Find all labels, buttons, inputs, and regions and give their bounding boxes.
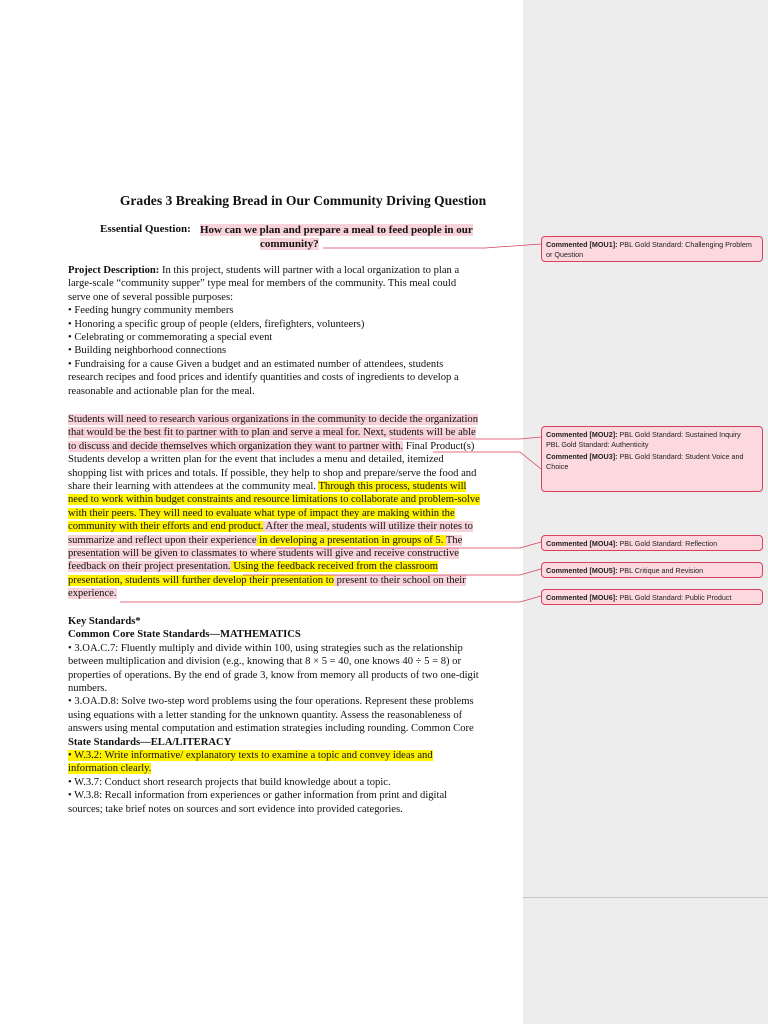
highlighted-text: Using the feedback received from the classroom [230,561,439,573]
project-description [68,264,459,398]
critique-text[interactable]: feedback on their project presentation. [68,561,231,573]
standard-line: • 3.OA.D.8: Solve two-step word problems using the four operations. Represent these problems [68,696,474,708]
comment-margin-pane [523,0,768,1024]
project-description-label: Project Description: [68,265,160,276]
comment-id: Commented [MOU2]: [546,430,618,439]
purpose-bullet: • Building neighborhood connections [68,345,227,357]
ela-standards-heading: State Standards—ELA/LITERACY [68,736,232,748]
reflection-text[interactable]: summarize and reflect upon their experience [68,534,257,546]
project-line: research recipes and food prices and identify quantities and costs of ingredients to develop a [68,372,459,384]
standard-line: properties of operations. By the end of grade 3, know from memory all products of two one-digit [68,669,479,681]
comment-mou6[interactable] [541,589,763,605]
comment-text: PBL Gold Standard: Sustained Inquiry [617,430,741,439]
essential-question-line-1: How can we plan and prepare a meal to feed people in our [200,224,473,236]
voice-choice-text[interactable]: Next, students will be able [360,427,476,439]
paragraph-line: Students develop a written plan for the event that includes a menu and detailed, itemized [68,454,444,466]
sustained-inquiry-text[interactable]: that would be the best fit to partner with to plan and serve a meal for. [68,427,361,439]
standard-line: using equations with a letter standing for the unknown quantity. Assess the reasonableness of [68,709,463,721]
final-products-text: Final Product(s) [403,440,475,452]
comment-id: Commented [MOU5]: [546,566,618,575]
essential-question-label: Essential Question: [100,223,191,235]
purpose-bullet: • Honoring a specific group of people (elders, firefighters, volunteers) [68,318,365,330]
highlighted-standard: • W.3.2: Write informative/ explanatory texts to examine a topic and convey ideas and [68,750,433,762]
purpose-bullet: • Celebrating or commemorating a special event [68,332,273,344]
key-standards-heading: Key Standards* [68,616,141,627]
highlighted-text: with their peers. They will need to evaluate what type of impact they are making within the [68,507,455,519]
standard-line: answers using mental computation and estimation strategies including rounding. Common Core [68,723,474,735]
highlighted-text: Through this process, students will [318,481,467,493]
highlighted-text: need to work within budget constraints and resource limitations to collaborate and problem-solve [68,494,480,506]
project-line: serve one of several possible purposes: [68,291,234,303]
critique-text[interactable]: presentation will be given to classmates to where students will give and receive constructive [68,548,459,560]
paragraph-line: shopping list with prices and totals. If possible, they help to shop and prepare/serve the food and [68,467,477,479]
sustained-inquiry-text[interactable]: Students will need to research various organizations in the community to decide the organization [68,414,479,425]
voice-choice-text[interactable]: to discuss and decide themselves which organization they want to partner with. [68,440,404,452]
comment-mou4[interactable] [541,535,763,551]
standard-line: • W.3.8: Recall information from experiences or gather information from print and digital [68,790,448,802]
comment-mou1[interactable] [541,236,763,262]
highlighted-text: community with their efforts and end product. [68,521,264,533]
comment-id: Commented [MOU4]: [546,539,618,548]
comment-text: PBL Gold Standard: Challenging Problem or Question [546,240,752,260]
critique-text[interactable]: The [445,534,463,546]
project-details-paragraph [68,413,480,601]
comment-text: PBL Gold Standard: Authenticity [546,440,649,450]
essential-question-line-2: community? [260,238,319,250]
comment-id: Commented [MOU3]: [546,451,618,461]
standard-line: • W.3.7: Conduct short research projects that build knowledge about a topic. [68,776,391,788]
comment-id: Commented [MOU1]: [546,240,618,249]
comment-text: PBL Gold Standard: Student Voice and Choice [546,451,744,472]
reflection-text[interactable]: After the meal, students will utilize their notes to [263,521,473,533]
comment-text: PBL Critique and Revision [617,566,704,575]
project-line: large-scale “community supper” type meal for members of the community. This meal could [68,278,457,290]
standard-line: numbers. [68,683,108,695]
standard-line: • 3.OA.C.7: Fluently multiply and divide within 100, using strategies such as the relationship [68,642,463,654]
math-standards-heading: Common Core State Standards—MATHEMATICS [68,629,301,641]
highlighted-standard: information clearly. [68,763,152,775]
paragraph-line: share their learning with attendees at the community meal. [68,481,319,493]
comment-id: Commented [MOU6]: [546,593,618,602]
standard-line: between multiplication and division (e.g., knowing that 8 × 5 = 40, one knows 40 ÷ 5 = 8) or [68,656,461,668]
comment-mou5[interactable] [541,562,763,578]
highlighted-text: presentation, students will further develop their presentation to [68,574,334,586]
project-line: In this project, students will partner with a local organization to plan a [159,265,460,276]
comment-text: PBL Gold Standard: Reflection [617,539,718,548]
standard-line: sources; take brief notes on sources and sort evidence into provided categories. [68,803,403,815]
comment-text: PBL Gold Standard: Public Product [617,593,732,602]
public-product-text[interactable]: experience. [68,588,117,600]
highlighted-text: in developing a presentation in groups of 5. [256,534,446,546]
public-product-text[interactable]: present to their school on their [333,574,466,586]
key-standards [68,615,479,816]
purpose-bullet: • Feeding hungry community members [68,305,234,317]
purpose-bullet: • Fundraising for a cause Given a budget and an estimated number of attendees, students [68,358,444,370]
margin-divider [523,897,768,898]
document-title: Grades 3 Breaking Bread in Our Community Driving Question [119,193,487,208]
comment-mou2-mou3[interactable] [541,426,763,492]
essential-question-text[interactable] [200,223,490,251]
project-line: reasonable and actionable plan for the meal. [68,385,255,397]
